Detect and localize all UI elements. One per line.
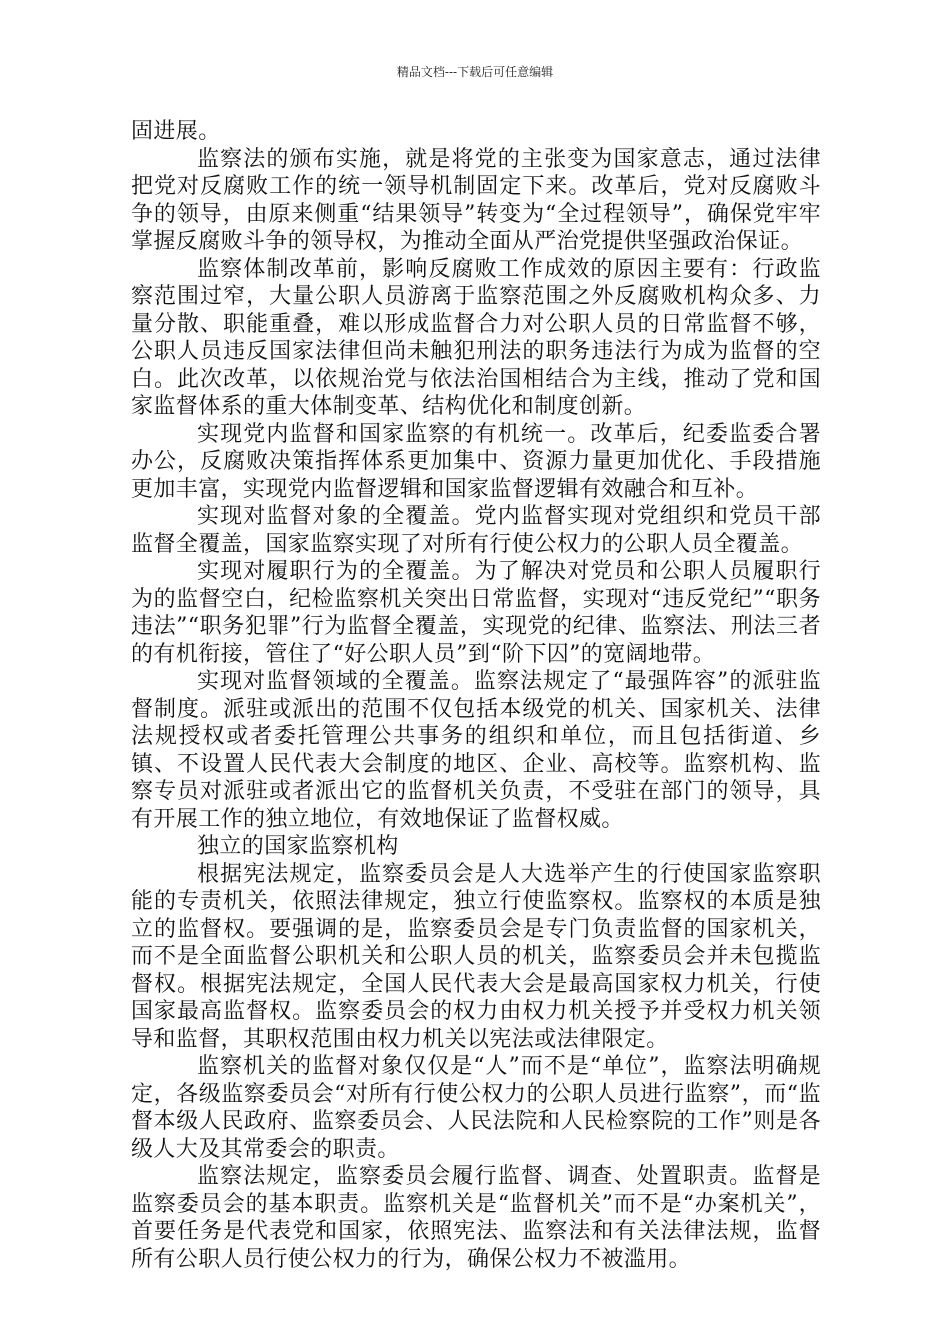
paragraph-9: 根据宪法规定，监察委员会是人大选举产生的行使国家监察职能的专责机关，依照法律规定，独立行使监察权。监察权的本质是独立的监督权。要强调的是，监察委员会是专门负责监督的国家机关，而不是全面监督公职机关和公职人员的机关，监察委员会并未包揽监督权。根据宪法规定，全国人民代表大会是最高国家权力机关，行使国家最高监督权。监察委员会的权力由权力机关授予并受权力机关领导和监督，其职权范围由权力机关以宪法或法律限定。 bbox=[131, 861, 821, 1052]
paragraph-11: 监察法规定，监察委员会履行监督、调查、处置职责。监督是监察委员会的基本职责。监察机关是“监督机关”而不是“办案机关”，首要任务是代表党和国家，依照宪法、监察法和有关法律法规，监督所有公职人员行使公权力的行为，确保公权力不被滥用。 bbox=[131, 1164, 821, 1272]
paragraph-4: 实现党内监督和国家监察的有机统一。改革后，纪委监委合署办公，反腐败决策指挥体系更加集中、资源力量更加优化、手段措施更加丰富，实现党内监督逻辑和国家监督逻辑有效融合和互补。 bbox=[131, 421, 821, 502]
paragraph-7: 实现对监督领域的全覆盖。监察法规定了“最强阵容”的派驻监督制度。派驻或派出的范围不仅包括本级党的机关、国家机关、法律法规授权或者委托管理公共事务的组织和单位，而且包括街道、乡镇、不设置人民代表大会制度的地区、企业、高校等。监察机构、监察专员对派驻或者派出它的监督机关负责，不受驻在部门的领导，具有开展工作的独立地位，有效地保证了监督权威。 bbox=[131, 669, 821, 832]
page-header: 精品文档---下载后可任意编辑 bbox=[396, 65, 554, 79]
paragraph-10: 监察机关的监督对象仅仅是“人”而不是“单位”，监察法明确规定，各级监察委员会“对所有行使公权力的公职人员进行监察”，而“监督本级人民政府、监察委员会、人民法院和人民检察院的工作”则是各级人大及其常委会的职责。 bbox=[131, 1054, 821, 1162]
paragraph-2: 监察法的颁布实施，就是将党的主张变为国家意志，通过法律把党对反腐败工作的统一领导机制固定下来。改革后，党对反腐败斗争的领导，由原来侧重“结果领导”转变为“全过程领导”，确保党牢牢掌握反腐败斗争的领导权，为推动全面从严治党提供坚强政治保证。 bbox=[131, 146, 821, 254]
paragraph-6: 实现对履职行为的全覆盖。为了解决对党员和公职人员履职行为的监督空白，纪检监察机关突出日常监督，实现对“违反党纪”“职务违法”“职务犯罪”行为监督全覆盖，实现党的纪律、监察法、刑法三者的有机衔接，管住了“好公职人员”到“阶下囚”的宽阔地带。 bbox=[131, 559, 821, 667]
document-body bbox=[131, 118, 821, 1273]
paragraph-5: 实现对监督对象的全覆盖。党内监督实现对党组织和党员干部监督全覆盖，国家监察实现了对所有行使公权力的公职人员全覆盖。 bbox=[131, 504, 821, 557]
paragraph-1: 固进展。 bbox=[131, 119, 221, 144]
paragraph-3: 监察体制改革前，影响反腐败工作成效的原因主要有：行政监察范围过窄，大量公职人员游离于监察范围之外反腐败机构众多、力量分散、职能重叠，难以形成监督合力对公职人员的日常监督不够，公职人员违反国家法律但尚未触犯刑法的职务违法行为成为监督的空白。此次改革，以依规治党与依法治国相结合为主线，推动了党和国家监督体系的重大体制变革、结构优化和制度创新。 bbox=[131, 256, 821, 419]
section-heading: 独立的国家监察机构 bbox=[197, 834, 399, 859]
